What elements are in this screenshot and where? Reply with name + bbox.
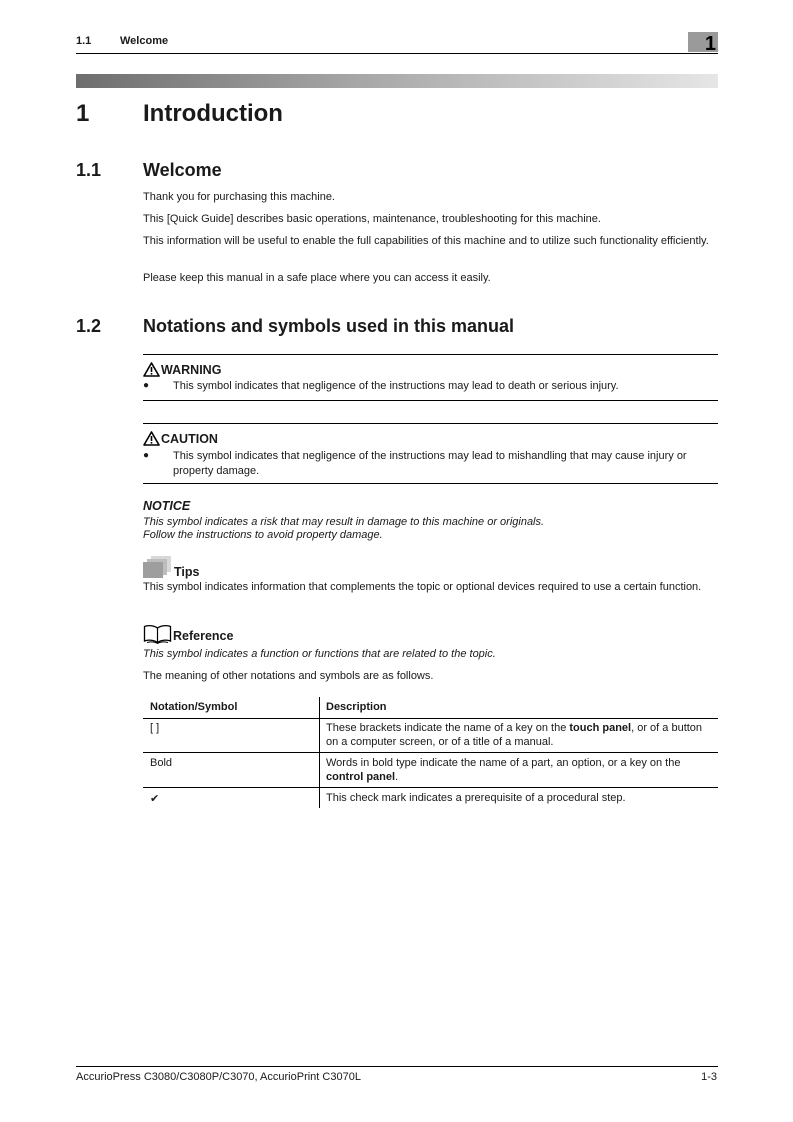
table-cell-symbol: [ ]: [150, 722, 160, 734]
warning-heading: [143, 362, 221, 377]
welcome-paragraph-4: Please keep this manual in a safe place where you can access it easily.: [143, 272, 491, 284]
chapter-gradient-bar: [76, 74, 718, 88]
welcome-paragraph-2: This [Quick Guide] describes basic operations, maintenance, troubleshooting for this machine.: [143, 213, 601, 225]
warning-bullet: ●: [143, 380, 150, 391]
chapter-tab: 1: [688, 32, 718, 52]
section-number-1-1: 1.1: [76, 160, 102, 180]
warning-triangle-icon: [143, 362, 160, 377]
section-title-notations: Notations and symbols used in this manual: [143, 316, 515, 336]
footer-rule: [76, 1066, 718, 1067]
table-row-rule: [143, 787, 718, 788]
reference-label: Reference: [173, 629, 234, 643]
table-cell-description: These brackets indicate the name of a key on the touch panel, or of a button on a computer screen, or of a title of a manual.: [326, 722, 703, 748]
warning-top-rule: [143, 354, 718, 355]
section-number-1-2: 1.2: [76, 316, 102, 336]
checkmark-icon: ✔: [150, 792, 160, 805]
running-header-section-number: 1.1: [76, 35, 92, 47]
caution-label: CAUTION: [161, 431, 218, 446]
chapter-number: 1: [76, 100, 90, 127]
caution-heading: [143, 431, 218, 446]
caution-triangle-icon: [143, 431, 160, 446]
table-cell-symbol: Bold: [150, 757, 173, 769]
table-row-rule: [143, 752, 718, 753]
table-cell-description: This check mark indicates a prerequisite of a procedural step.: [326, 792, 626, 804]
caution-top-rule: [143, 423, 718, 424]
tips-heading: [143, 555, 199, 579]
table-header-description: Description: [326, 701, 387, 713]
header-rule: [76, 53, 718, 54]
notation-intro: The meaning of other notations and symbols are as follows.: [143, 670, 434, 682]
caution-bottom-rule: [143, 483, 718, 484]
chapter-title: Introduction: [143, 100, 283, 127]
reference-heading: [143, 624, 233, 644]
welcome-paragraph-1: Thank you for purchasing this machine.: [143, 191, 335, 203]
tips-pages-icon: [143, 556, 173, 578]
tips-label: Tips: [174, 565, 200, 579]
footer-product-names: AccurioPress C3080/C3080P/C3070, AccurioPrint C3070L: [76, 1071, 361, 1083]
table-cell-description: Words in bold type indicate the name of a part, an option, or a key on the control panel.: [326, 757, 681, 783]
notice-label: NOTICE: [143, 499, 191, 513]
warning-label: WARNING: [161, 362, 222, 377]
open-book-icon: [143, 624, 172, 644]
welcome-paragraph-3: This information will be useful to enable the full capabilities of this machine and to utilize such functionality efficiently.: [143, 235, 709, 247]
warning-text: This symbol indicates that negligence of the instructions may lead to death or serious injury.: [173, 380, 619, 392]
running-header-title: Welcome: [120, 35, 169, 47]
tips-text: This symbol indicates information that complements the topic or optional devices required to use a certain function.: [143, 581, 702, 593]
notice-line-2: Follow the instructions to avoid property damage.: [143, 529, 383, 541]
footer-page-number: 1-3: [701, 1071, 717, 1083]
table-header-rule: [143, 718, 718, 719]
section-title-welcome: Welcome: [143, 160, 222, 180]
caution-text: This symbol indicates that negligence of the instructions may lead to mishandling that may cause injury or property damage.: [173, 450, 687, 477]
reference-text: This symbol indicates a function or functions that are related to the topic.: [143, 648, 496, 660]
notice-line-1: This symbol indicates a risk that may result in damage to this machine or originals.: [143, 516, 545, 528]
warning-bottom-rule: [143, 400, 718, 401]
caution-bullet: ●: [143, 450, 150, 461]
table-header-notation: Notation/Symbol: [150, 701, 238, 713]
